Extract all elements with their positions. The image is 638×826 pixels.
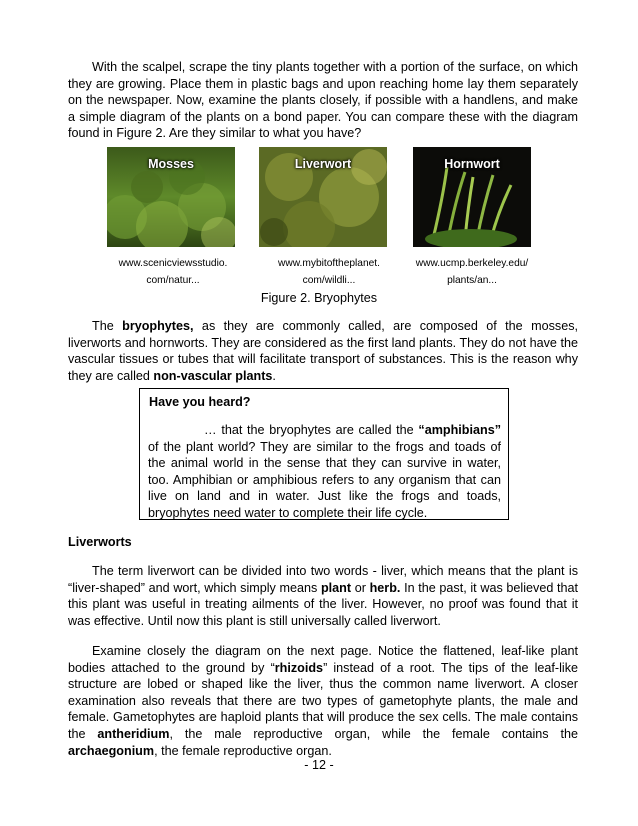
liverwort-source xyxy=(269,255,389,289)
mosses-photo xyxy=(107,147,235,247)
hornwort-source xyxy=(410,255,534,289)
bold-term-non-vascular: non-vascular plants xyxy=(153,368,273,383)
mosses-source xyxy=(107,255,239,289)
bold-term-rhizoids: rhizoids xyxy=(274,660,324,675)
text-run: … that the bryophytes are called the xyxy=(204,423,419,437)
liverworts-text-2 xyxy=(68,643,578,759)
liverwort-label: Liverwort xyxy=(294,157,352,171)
bold-term-bryophytes: bryophytes, xyxy=(122,319,194,333)
liverwort-photo xyxy=(259,147,387,247)
hornwort-label: Hornwort xyxy=(444,157,500,171)
text-run: . xyxy=(272,368,276,383)
box-body xyxy=(148,422,501,522)
text-run: , the female reproductive organ. xyxy=(154,743,332,758)
hornwort-photo xyxy=(413,147,531,247)
bold-term-archaegonium: archaegonium xyxy=(68,743,155,758)
hornwort-source-line2: plants/an... xyxy=(447,275,497,286)
bold-term-amphibians: “amphibians” xyxy=(418,423,501,437)
text-run: The xyxy=(92,319,123,333)
text-run: or xyxy=(351,580,370,595)
page-number: - 12 - xyxy=(304,758,334,772)
intro-text: With the scalpel, scrape the tiny plants together with a portion of the surface, on which they are growing. Place them in plastic bags and upon reaching home lay them separately on the newspaper. Now, examine the plants closely, if possible with a handlens, and make a simple diagram of the plants on a bond paper. You can compare these with the diagram found in Figure 2. Are they similar to what you have? xyxy=(68,60,578,141)
mosses-label: Mosses xyxy=(148,157,194,171)
bryophytes-text xyxy=(68,318,578,384)
liverworts-heading: Liverworts xyxy=(68,535,132,549)
liverworts-text-1 xyxy=(68,563,578,629)
text-run: ” instead of a root. The tips of the leaf-like structure are lobed or shaped like the liver, thus the common name liverwort. A closer examination also reveals that there are two types of gametophyte plants, the male and female. Gametophytes are haploid plants that will produce the sex cells. The male contains the xyxy=(68,660,578,741)
bryophytes-paragraph xyxy=(68,318,578,384)
box-title: Have you heard? xyxy=(149,395,251,409)
bold-term-plant: plant xyxy=(320,580,352,595)
liverwort-source-line1: www.mybitoftheplanet. xyxy=(278,258,380,269)
liverwort-source-line2: com/wildli... xyxy=(302,275,356,286)
text-run: The term liverwort can be divided into two words - liver, which means that the plant is “liver-shaped” and wort, which simply means xyxy=(68,564,578,595)
mosses-source-line1: www.scenicviewsstudio. xyxy=(118,258,228,269)
bold-term-antheridium: antheridium xyxy=(97,726,170,741)
box-text xyxy=(148,422,501,522)
hornwort-source-line1: www.ucmp.berkeley.edu/ xyxy=(415,258,529,269)
bold-term-herb: herb. xyxy=(369,580,401,595)
text-run: , the male reproductive organ, while the female contains the xyxy=(169,726,578,741)
liverworts-paragraph-1 xyxy=(68,563,578,629)
mosses-source-line2: com/natur... xyxy=(146,275,200,286)
text-run: Examine closely the diagram on the next page. Notice the flattened, leaf-like plant bodies attached to the ground by “ xyxy=(68,644,578,675)
text-run: of the plant world? They are similar to the frogs and toads of the animal world in the sense that they can survive in water, too. Amphibian or amphibious refers to any organism that can live on land and in water. Just like the frogs and toads, bryophytes need water to complete their life cycle. xyxy=(148,439,501,520)
text-run: as they are commonly called, are composed of the mosses, liverworts and hornworts. They are considered as the first land plants. They do not have the vascular tissues or tubes that will facilitate transport of substances. This is the reason why they are called xyxy=(68,319,578,383)
text-run: In the past, it was believed that this plant was useful in treating ailments of the liver. However, no proof was found that it was effective. Until now this plant is still universally called liverwort. xyxy=(68,580,578,628)
liverworts-paragraph-2 xyxy=(68,643,578,759)
have-you-heard-box xyxy=(139,388,509,520)
intro-paragraph xyxy=(68,59,578,142)
figure-caption: Figure 2. Bryophytes xyxy=(260,291,378,305)
